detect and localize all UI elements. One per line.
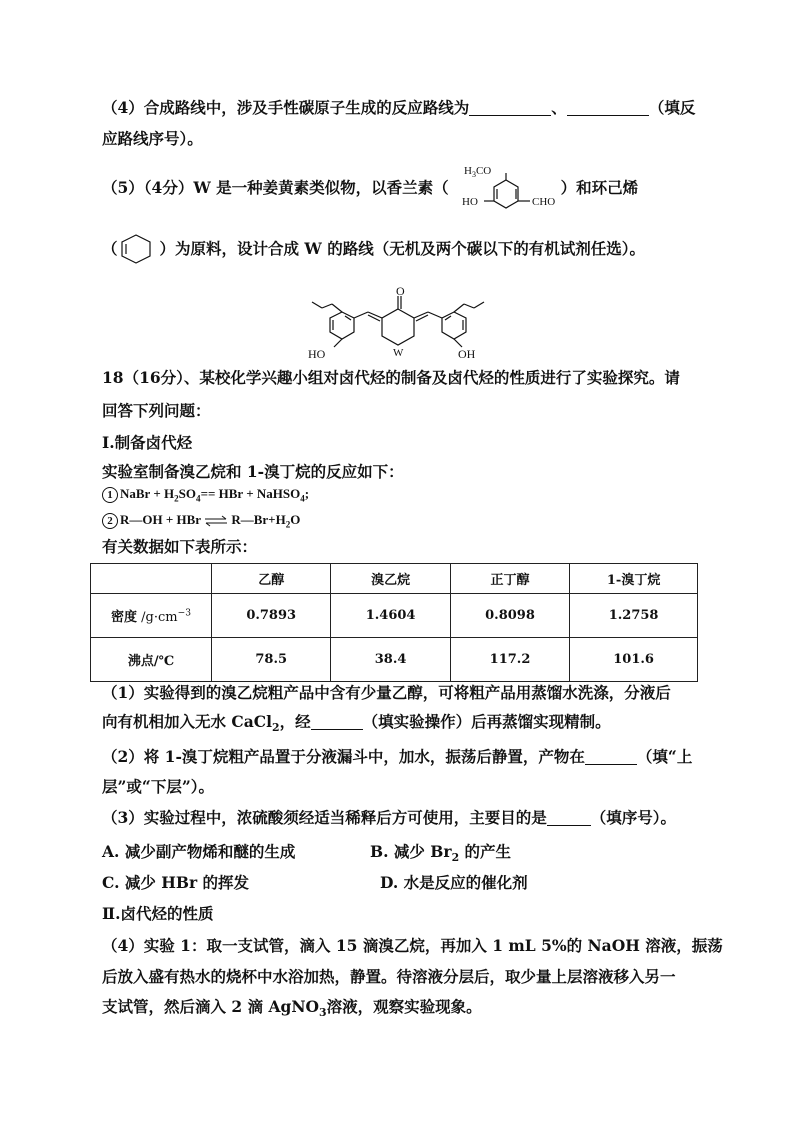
density-unit-sup: −3 (177, 608, 191, 619)
table-cell: 0.7893 (212, 594, 331, 638)
reaction-2-right: R—Br+H (231, 512, 286, 527)
reaction-1-d: ; (304, 486, 310, 501)
reaction-2 (102, 512, 300, 530)
w-label: W (393, 347, 404, 359)
w-carbonyl-o: O (396, 284, 405, 298)
p2-line2: 层”或“下层”）。 (102, 777, 214, 796)
row-label-density (91, 594, 212, 638)
table-cell: 38.4 (331, 638, 450, 682)
reaction-1-sub3: 4 (300, 493, 305, 504)
q5-text-c: （ (102, 239, 118, 258)
answer-blank-5[interactable] (547, 807, 591, 826)
table-header-cell: 乙醇 (212, 564, 331, 594)
p1-line2 (102, 711, 704, 739)
table-header-row (91, 564, 698, 594)
density-unit: /g·cm (137, 610, 178, 625)
table-row-boiling-point (91, 638, 698, 682)
option-a[interactable]: A. 减少副产物烯和醚的生成 (102, 842, 296, 861)
w-oh-right: OH (458, 347, 476, 361)
p2-text-b: （填“上 (636, 747, 693, 766)
table-header-cell (91, 564, 212, 594)
vanillin-co: CO (475, 165, 492, 177)
option-b[interactable] (370, 842, 512, 865)
reaction-1-c: == HBr + NaHSO (200, 486, 301, 501)
table-row-density (91, 594, 698, 638)
reversible-arrow-icon (204, 515, 228, 527)
p1-text-c: （填实验操作）后再蒸馏实现精制。 (362, 712, 611, 731)
p4-line3 (102, 996, 704, 1024)
p3-line (102, 807, 704, 829)
answer-blank-1[interactable] (469, 97, 551, 116)
w-ho-left: HO (308, 347, 326, 361)
table-cell: 1.4604 (331, 594, 450, 638)
data-table (90, 563, 698, 682)
reaction-1-number: 1 (102, 487, 118, 503)
p1-line1: （1）实验得到的溴乙烷粗产品中含有少量乙醇，可将粗产品用蒸馏水洗涤，分液后 (102, 683, 671, 702)
option-b-text: B. 减少 Br (370, 842, 452, 861)
reaction-1-b: SO (178, 486, 197, 501)
cyclohexene-structure (116, 232, 156, 266)
reaction-2-number: 2 (102, 513, 118, 529)
options-row-1 (102, 841, 704, 869)
vanillin-h3co: H (464, 165, 472, 177)
p4-sub: 3 (319, 1006, 327, 1020)
section-1-heading: Ⅰ.制备卤代烃 (102, 433, 193, 452)
q4-separator: 、 (551, 98, 567, 117)
svg-text:H3CO (464, 165, 491, 179)
q4-tail: （填反 (648, 98, 696, 117)
table-header-cell: 溴乙烷 (331, 564, 450, 594)
p4-text-a: 支试管，然后滴入 2 滴 AgNO (102, 997, 320, 1016)
w-molecule-structure (298, 284, 508, 366)
p3-text-a: （3）实验过程中，浓硫酸须经适当稀释后方可使用，主要目的是 (102, 808, 547, 827)
table-cell: 117.2 (450, 638, 569, 682)
reaction-1 (102, 486, 309, 504)
answer-blank-3[interactable] (311, 711, 363, 730)
table-header-cell: 正丁醇 (450, 564, 569, 594)
q4-text: （4）合成路线中，涉及手性碳原子生成的反应路线为 (102, 98, 470, 117)
reaction-2-left: R—OH + HBr (120, 512, 201, 527)
answer-blank-4[interactable] (585, 746, 637, 765)
q18-line2: 回答下列问题： (102, 401, 211, 420)
p3-text-b: （填序号）。 (590, 808, 677, 827)
vanillin-structure (458, 160, 576, 220)
q5-text-a: （5）（4分）W 是一种姜黄素类似物，以香兰素（ (102, 178, 449, 197)
q5-line2 (102, 238, 704, 260)
row-label-boiling-point: 沸点/℃ (91, 638, 212, 682)
p2-line1 (102, 746, 704, 768)
q5-line1 (102, 177, 704, 199)
p4-line2: 后放入盛有热水的烧杯中水浴加热，静置。待溶液分层后，取少量上层溶液移入另一 (102, 967, 676, 986)
table-header-cell: 1-溴丁烷 (570, 564, 698, 594)
vanillin-sub: 3 (471, 170, 476, 179)
q4-line1 (102, 97, 704, 119)
option-d[interactable]: D. 水是反应的催化剂 (380, 873, 528, 892)
p4-text-b: 溶液，观察实验现象。 (326, 997, 482, 1016)
p1-sub: 2 (272, 721, 280, 735)
table-intro: 有关数据如下表所示： (102, 537, 258, 556)
vanillin-cho: CHO (532, 196, 556, 208)
table-cell: 0.8098 (450, 594, 569, 638)
reaction-1-a: NaBr + H (120, 486, 175, 501)
table-cell: 78.5 (212, 638, 331, 682)
density-label: 密度 (111, 610, 138, 625)
intro-text: 实验室制备溴乙烷和 1-溴丁烷的反应如下： (102, 462, 404, 481)
q5-text-d: ）为原料，设计合成 W 的路线（无机及两个碳以下的有机试剂任选）。 (159, 239, 645, 258)
table-cell: 101.6 (570, 638, 698, 682)
option-c[interactable]: C. 减少 HBr 的挥发 (102, 873, 250, 892)
option-b-tail: 的产生 (459, 842, 512, 861)
option-b-sub: 2 (451, 851, 460, 865)
reaction-1-sub1: 2 (174, 493, 179, 504)
table-cell: 1.2758 (570, 594, 698, 638)
p1-text-b: ，经 (279, 712, 311, 731)
reaction-2-sub: 2 (285, 519, 291, 530)
reaction-1-sub2: 4 (196, 493, 201, 504)
answer-blank-2[interactable] (567, 97, 649, 116)
q5-text-b: ）和环己烯 (560, 178, 639, 197)
reaction-2-o: O (290, 512, 301, 527)
p1-text-a: 向有机相加入无水 CaCl (102, 712, 273, 731)
section-2-heading: Ⅱ.卤代烃的性质 (102, 904, 214, 923)
p4-line1: （4）实验 1：取一支试管，滴入 15 滴溴乙烷，再加入 1 mL 5%的 NaOH 溶液，振荡 (102, 936, 723, 955)
q18-line1: 18（16分）、某校化学兴趣小组对卤代烃的制备及卤代烃的性质进行了实验探究。请 (102, 368, 680, 387)
p2-text-a: （2）将 1-溴丁烷粗产品置于分液漏斗中，加水，振荡后静置，产物在 (102, 747, 585, 766)
q4-line2: 应路线序号）。 (102, 129, 203, 148)
options-row-2 (102, 872, 704, 894)
vanillin-ho: HO (462, 196, 478, 208)
